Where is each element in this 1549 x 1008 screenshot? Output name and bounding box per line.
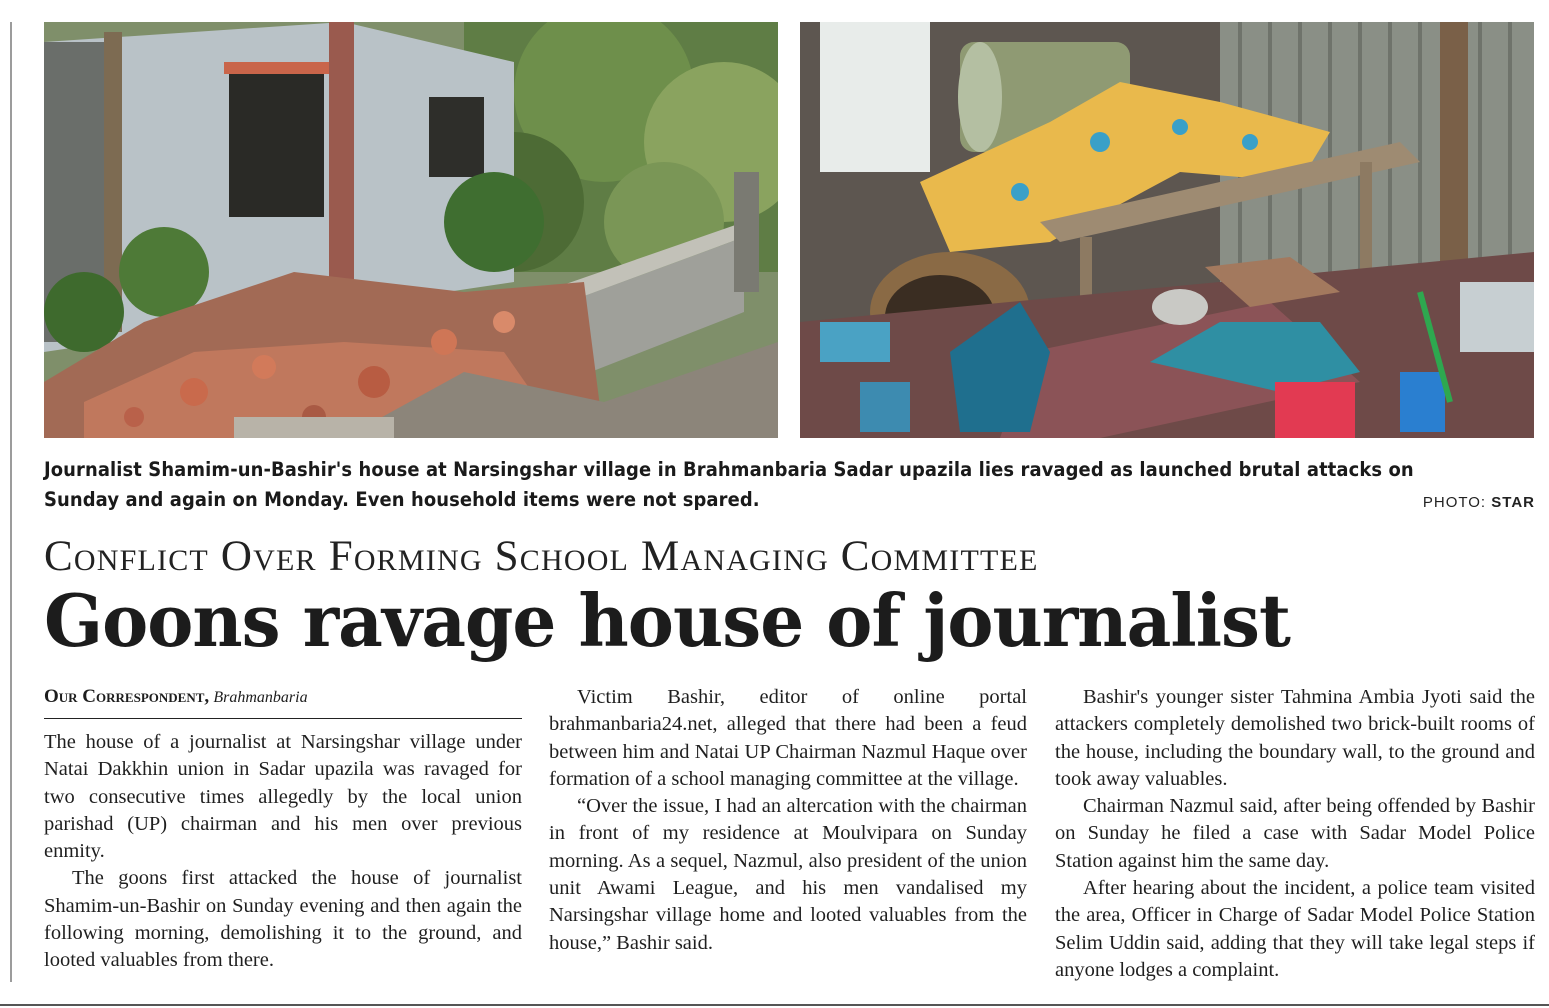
- page-margin-rule: [10, 22, 12, 982]
- kicker-headline: Conflict Over Forming School Managing Committee: [44, 533, 1039, 580]
- paragraph: Victim Bashir, editor of online portal brahmanbaria24.net, alleged that there had been a feud between him and Natai UP Chairman Nazmul Haque over formation of a school managing committee at the village.: [549, 686, 1027, 790]
- paragraph: After hearing about the incident, a police team visited the area, Officer in Charge of Sadar Model Police Station Selim Uddin said, adding that they will take legal steps if anyone lodges a complaint.: [1055, 877, 1535, 981]
- photo-demolished-house: [44, 22, 778, 438]
- paragraph: Chairman Nazmul said, after being offended by Bashir on Sunday he filed a case with Sadar Model Police Station against him the same day.: [1055, 795, 1535, 872]
- paragraph: “Over the issue, I had an altercation with the chairman in front of my residence at Moulvipara on Sunday morning. As a sequel, Nazmul, also president of the union unit Awami League, and his men vandalised my Narsingshar village home and looted valuables from the house,” Bashir said.: [549, 795, 1027, 954]
- paragraph: Bashir's younger sister Tahmina Ambia Jyoti said the attackers completely demolished two brick-built rooms of the house, including the boundary wall, to the ground and took away valuables.: [1055, 686, 1535, 790]
- article-column-1: [44, 729, 522, 975]
- paragraph: The goons first attacked the house of journalist Shamim-un-Bashir on Sunday evening and then again the following morning, demolishing it to the ground, and looted valuables from there.: [44, 867, 522, 972]
- byline-author: Our Correspondent,: [44, 686, 210, 707]
- byline-location: Brahmanbaria: [213, 689, 308, 706]
- photo-credit: [1423, 494, 1535, 511]
- byline-divider: [44, 718, 522, 719]
- byline: [44, 686, 308, 708]
- page-bottom-rule: [0, 1004, 1549, 1006]
- article-column-3: [1055, 684, 1535, 984]
- photo-credit-source: STAR: [1491, 494, 1535, 511]
- photo-caption: Journalist Shamim-un-Bashir's house at Narsingshar village in Brahmanbaria Sadar upazila lies ravaged as launched brutal attacks on Sunday and again on Monday. Even household items were not spared.: [44, 458, 1414, 511]
- photo-vandalised-items: [800, 22, 1534, 438]
- article-column-2: [549, 684, 1027, 957]
- main-headline: Goons ravage house of journalist: [44, 578, 1290, 663]
- paragraph: The house of a journalist at Narsingshar village under Natai Dakkhin union in Sadar upazila was ravaged for two consecutive times allegedly by the local union parishad (UP) chairman and his men over previous enmity.: [44, 731, 522, 863]
- photo-credit-label: PHOTO:: [1422, 494, 1487, 511]
